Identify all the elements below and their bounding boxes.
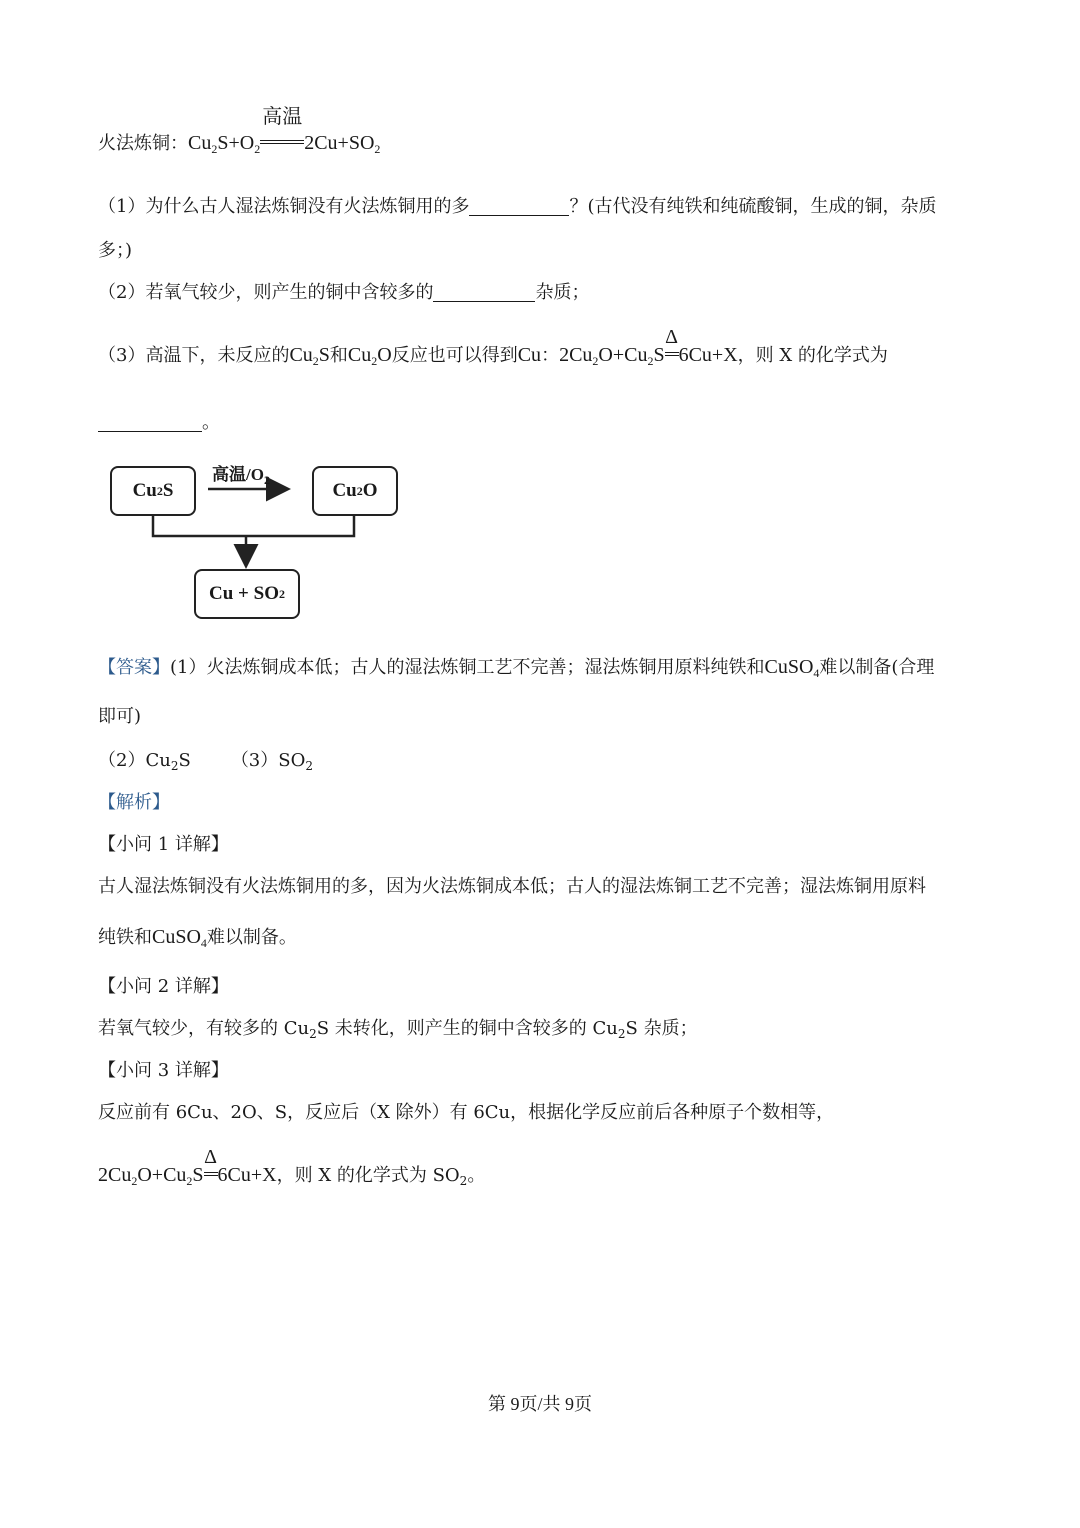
analysis-tag: 【解析】 [98, 792, 170, 813]
answer-tag: 【答案】 [98, 657, 170, 678]
section-2-title: 【小问 2 详解】 [98, 976, 229, 997]
section-1-line-2: 纯铁和CuSO$_4$难以制备。 [98, 926, 297, 950]
question-1: （1）为什么古人湿法炼铜没有火法炼铜用的多 ？(古代没有纯铁和纯硫酸铜，生成的铜，杂质 [98, 196, 937, 217]
question-2: （2）若氧气较少，则产生的铜中含较多的 杂质； [98, 282, 590, 303]
box-cu-so2: Cu + SO 2 [194, 569, 300, 619]
section-3-title: 【小问 3 详解】 [98, 1060, 229, 1081]
box-cu2s: Cu 2 S [110, 466, 196, 516]
answer-line-2: 即可) [98, 706, 142, 727]
section-1-title: 【小问 1 详解】 [98, 834, 229, 855]
fire-method-label: 火法炼铜： [98, 133, 188, 154]
reaction-condition: 高温 [260, 128, 304, 158]
section-1-line-1: 古人湿法炼铜没有火法炼铜用的多，因为火法炼铜成本低；古人的湿法炼铜工艺不完善；湿法炼铜用原料 [98, 876, 926, 897]
section-2-line: 若氧气较少，有较多的 $Cu_2S$ 未转化，则产生的铜中含较多的 $Cu_2S$ 杂质； [98, 1018, 698, 1041]
section-3-equation: $2Cu_2O+Cu_2S$ Δ 6Cu+X [98, 1146, 277, 1188]
flow-diagram-lines [0, 0, 1080, 640]
section-3-line-1: 反应前有 6Cu、2O、S，反应后（X 除外）有 6Cu，根据化学反应前后各种原子个数相等， [98, 1102, 835, 1123]
question-1-cont: 多；) [98, 240, 133, 261]
question-3-equation: $2Cu_2O+Cu_2S$ Δ 6Cu+X [559, 326, 738, 368]
page-footer: 第 9页/共 9页 [487, 1394, 592, 1414]
fire-method-equation: $Cu_2S+O_2$ 高温 $2Cu+SO_2$ [188, 106, 381, 156]
section-3-line-2: $2Cu_2O+Cu_2S$ Δ 6Cu+X，则 X 的化学式为 $SO_2$。 [98, 1146, 486, 1188]
arrow-label: 高温$/O_2$ [212, 465, 270, 487]
question-3-cont: 。 [98, 408, 982, 438]
box-cu2o: Cu 2 O [312, 466, 398, 516]
question-3: （3）高温下，未反应的$Cu_2S$和$Cu_2O$反应也可以得到Cu：$2Cu_2O+Cu_2S$ Δ 6Cu+X，则 X 的化学式为 [98, 326, 888, 368]
answer-line-1: 【答案】(1）火法炼铜成本低；古人的湿法炼铜工艺不完善；湿法炼铜用原料纯铁和CuSO$_4$难以制备(合理 [98, 656, 935, 680]
connector-line [153, 515, 354, 536]
answer-line-3: $(2)Cu_2S$ $(3)SO_2$ [98, 750, 313, 773]
